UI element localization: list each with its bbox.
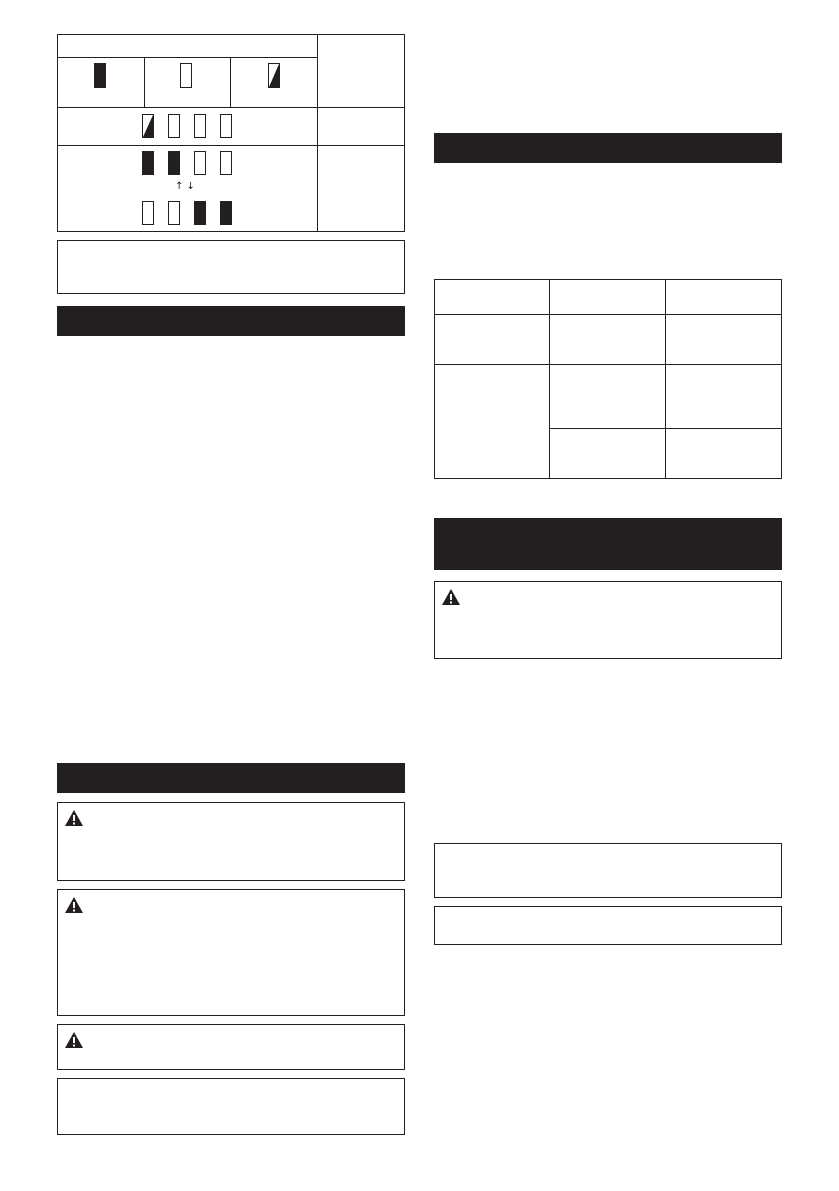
warning-box (57, 802, 405, 881)
indicator-lamp-off (168, 114, 180, 138)
warning-box (57, 889, 405, 1016)
indicator-lamp-blinking (268, 63, 280, 88)
table-rule (549, 279, 550, 479)
note-box (434, 906, 782, 945)
warning-triangle-icon (64, 809, 84, 827)
table-rule (665, 279, 666, 479)
section-heading-bar (57, 306, 405, 336)
indicator-lamp-off (180, 63, 192, 88)
warning-box (57, 1024, 405, 1070)
indicator-lamp-lighted (94, 63, 106, 88)
section-heading-bar (434, 518, 782, 570)
indicator-lamp-off (194, 151, 206, 175)
table-rule (317, 34, 318, 232)
warning-triangle-icon (441, 588, 461, 606)
warning-triangle-icon (64, 1031, 84, 1049)
indicator-lamp-lighted (220, 201, 232, 225)
note-box (57, 1078, 405, 1135)
indicator-lamp-lighted (142, 151, 154, 175)
indicator-lamp-off (168, 201, 180, 225)
section-heading-bar (57, 763, 405, 793)
section-heading-bar (434, 133, 782, 163)
indicator-lamp-blinking (142, 114, 154, 138)
indicator-lamp-off (220, 151, 232, 175)
note-box (57, 240, 405, 294)
table-rule (434, 364, 782, 365)
note-box (434, 843, 782, 898)
table-rule (57, 107, 405, 108)
spec-table (434, 279, 782, 479)
alternation-arrows: ↑ ↓ (175, 181, 195, 192)
indicator-lamp-off (142, 201, 154, 225)
indicator-lamp-lighted (194, 201, 206, 225)
table-rule (57, 57, 317, 58)
table-rule (57, 145, 405, 146)
indicator-lamp-off (220, 114, 232, 138)
table-rule (230, 57, 231, 107)
warning-box (434, 581, 782, 659)
table-rule (144, 57, 145, 107)
table-rule (434, 314, 782, 315)
indicator-lamp-lighted (168, 151, 180, 175)
warning-triangle-icon (64, 896, 84, 914)
indicator-lamp-off (194, 114, 206, 138)
